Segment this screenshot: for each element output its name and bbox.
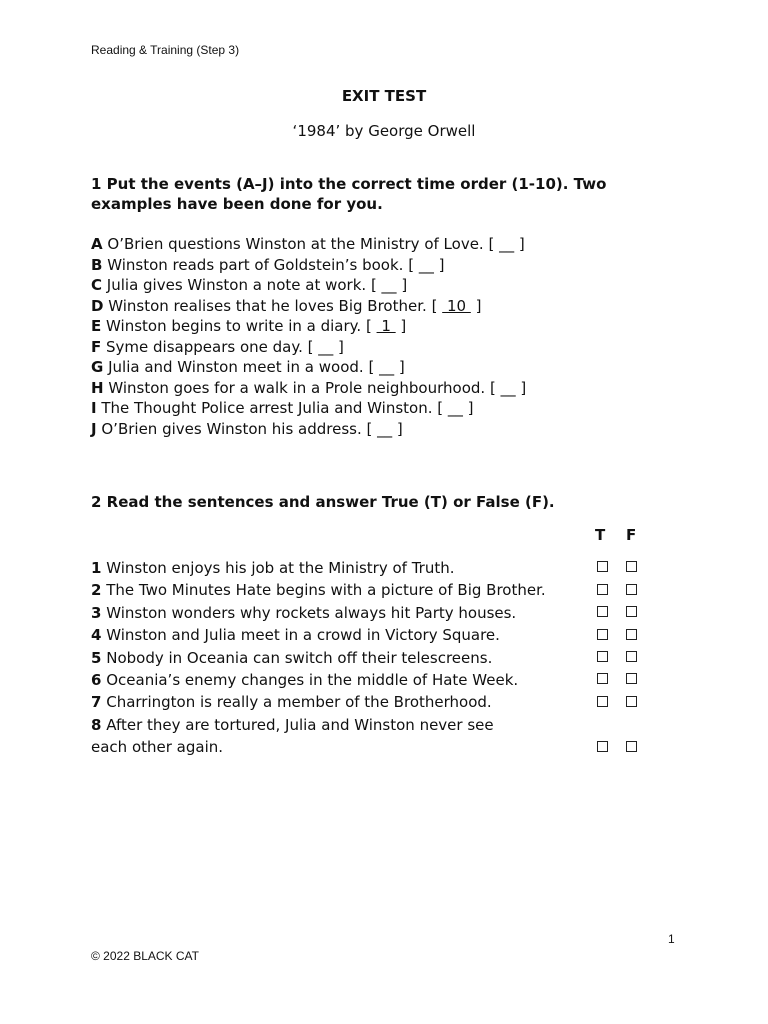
answer-bracket-open: [: [431, 296, 443, 315]
false-checkbox[interactable]: [626, 673, 637, 684]
running-header: Reading & Training (Step 3): [91, 43, 240, 57]
event-text: The Thought Police arrest Julia and Winston.: [101, 399, 433, 417]
statement-row: [91, 669, 651, 691]
answer-blank[interactable]: [ __ ]: [368, 358, 405, 376]
event-item-d: [91, 296, 651, 317]
event-text: O’Brien gives Winston his address.: [101, 419, 362, 438]
statement-row: [91, 647, 651, 669]
event-item-e: [91, 316, 651, 337]
true-false-list: [91, 557, 651, 759]
statement-text: Nobody in Oceania can switch off their telescreens.: [106, 648, 493, 667]
false-column-header: F: [626, 526, 637, 544]
event-item-a: [91, 234, 651, 255]
statement-row: [91, 557, 651, 579]
event-text: Julia and Winston meet in a wood.: [108, 358, 364, 376]
section2-heading: 2 Read the sentences and answer True (T) or False (F).: [91, 493, 555, 511]
answer-bracket-close: ]: [470, 296, 482, 315]
statement-text-line2: each other again.: [91, 738, 224, 757]
true-column-header: T: [595, 526, 606, 544]
true-checkbox[interactable]: [597, 651, 608, 662]
event-list: [91, 234, 651, 439]
page-title: EXIT TEST: [341, 87, 427, 105]
answer-value: 10: [442, 296, 471, 315]
statement-text: Oceania’s enemy changes in the middle of Hate Week.: [106, 671, 519, 690]
page-number: 1: [668, 932, 675, 946]
section1-heading-line2: examples have been done for you.: [91, 195, 383, 213]
event-text: O’Brien questions Winston at the Ministry of Love.: [107, 235, 484, 253]
true-checkbox[interactable]: [597, 696, 608, 707]
event-text: Winston goes for a walk in a Prole neighbourhood.: [108, 378, 486, 397]
statement-number: 1: [91, 559, 102, 577]
false-checkbox[interactable]: [626, 629, 637, 640]
statement-text: After they are tortured, Julia and Winston never see: [106, 715, 494, 734]
event-item-c: [91, 275, 651, 296]
true-checkbox[interactable]: [597, 629, 608, 640]
statement-number: 8: [91, 715, 102, 734]
event-text: Winston realises that he loves Big Brother.: [108, 296, 427, 315]
event-item-b: [91, 255, 651, 276]
statement-row: [91, 579, 651, 601]
answer-blank[interactable]: [ __ ]: [408, 255, 445, 274]
statement-text: Winston and Julia meet in a crowd in Victory Square.: [106, 626, 500, 645]
section1-heading-line1: 1 Put the events (A–J) into the correct time order (1-10). Two: [91, 175, 607, 193]
page-subtitle: ‘1984’ by George Orwell: [292, 122, 476, 140]
statement-row: [91, 714, 651, 736]
statement-row: [91, 602, 651, 624]
event-letter: I: [91, 399, 97, 417]
true-checkbox[interactable]: [597, 741, 608, 752]
event-letter: J: [91, 419, 97, 438]
event-text: Julia gives Winston a note at work.: [106, 276, 367, 294]
statement-number: 3: [91, 603, 102, 622]
section1-heading: [91, 174, 651, 214]
false-checkbox[interactable]: [626, 741, 637, 752]
true-checkbox[interactable]: [597, 673, 608, 684]
true-checkbox[interactable]: [597, 584, 608, 595]
statement-number: 4: [91, 626, 102, 645]
event-letter: F: [91, 337, 102, 356]
false-checkbox[interactable]: [626, 696, 637, 707]
answer-blank[interactable]: [ __ ]: [366, 419, 403, 438]
event-item-f: [91, 337, 651, 358]
copyright-footer: © 2022 BLACK CAT: [91, 949, 199, 963]
event-item-j: [91, 419, 651, 440]
false-checkbox[interactable]: [626, 584, 637, 595]
statement-text: Charrington is really a member of the Brotherhood.: [106, 693, 492, 712]
true-checkbox[interactable]: [597, 606, 608, 617]
answer-blank[interactable]: [ __ ]: [488, 235, 525, 253]
statement-text: Winston enjoys his job at the Ministry of Truth.: [106, 559, 455, 577]
event-text: Winston reads part of Goldstein’s book.: [107, 255, 404, 274]
answer-value: 1: [376, 317, 396, 335]
statement-number: 2: [91, 581, 102, 600]
statement-text: The Two Minutes Hate begins with a picture of Big Brother.: [106, 581, 546, 600]
event-item-i: [91, 398, 651, 419]
false-checkbox[interactable]: [626, 561, 637, 572]
answer-blank[interactable]: [ __ ]: [489, 378, 527, 397]
true-checkbox[interactable]: [597, 561, 608, 572]
statement-number: 5: [91, 648, 102, 667]
answer-blank[interactable]: [ __ ]: [437, 399, 474, 417]
statement-row-continuation: [91, 736, 651, 758]
event-letter: B: [91, 255, 103, 274]
false-checkbox[interactable]: [626, 606, 637, 617]
event-letter: A: [91, 235, 103, 253]
event-letter: G: [91, 358, 104, 376]
event-text: Syme disappears one day.: [106, 337, 303, 356]
statement-row: [91, 624, 651, 646]
answer-bracket-close: ]: [395, 317, 407, 335]
statement-number: 6: [91, 671, 102, 690]
false-checkbox[interactable]: [626, 651, 637, 662]
event-letter: C: [91, 276, 103, 294]
event-item-h: [91, 378, 651, 399]
statement-row: [91, 691, 651, 713]
answer-blank[interactable]: [ __ ]: [370, 276, 408, 294]
answer-bracket-open: [: [365, 317, 377, 335]
event-item-g: [91, 357, 651, 378]
event-text: Winston begins to write in a diary.: [106, 317, 362, 335]
answer-blank[interactable]: [ __ ]: [307, 337, 344, 356]
event-letter: H: [91, 378, 104, 397]
statement-number: 7: [91, 693, 102, 712]
event-letter: E: [91, 317, 102, 335]
event-letter: D: [91, 296, 104, 315]
statement-text: Winston wonders why rockets always hit Party houses.: [106, 603, 517, 622]
